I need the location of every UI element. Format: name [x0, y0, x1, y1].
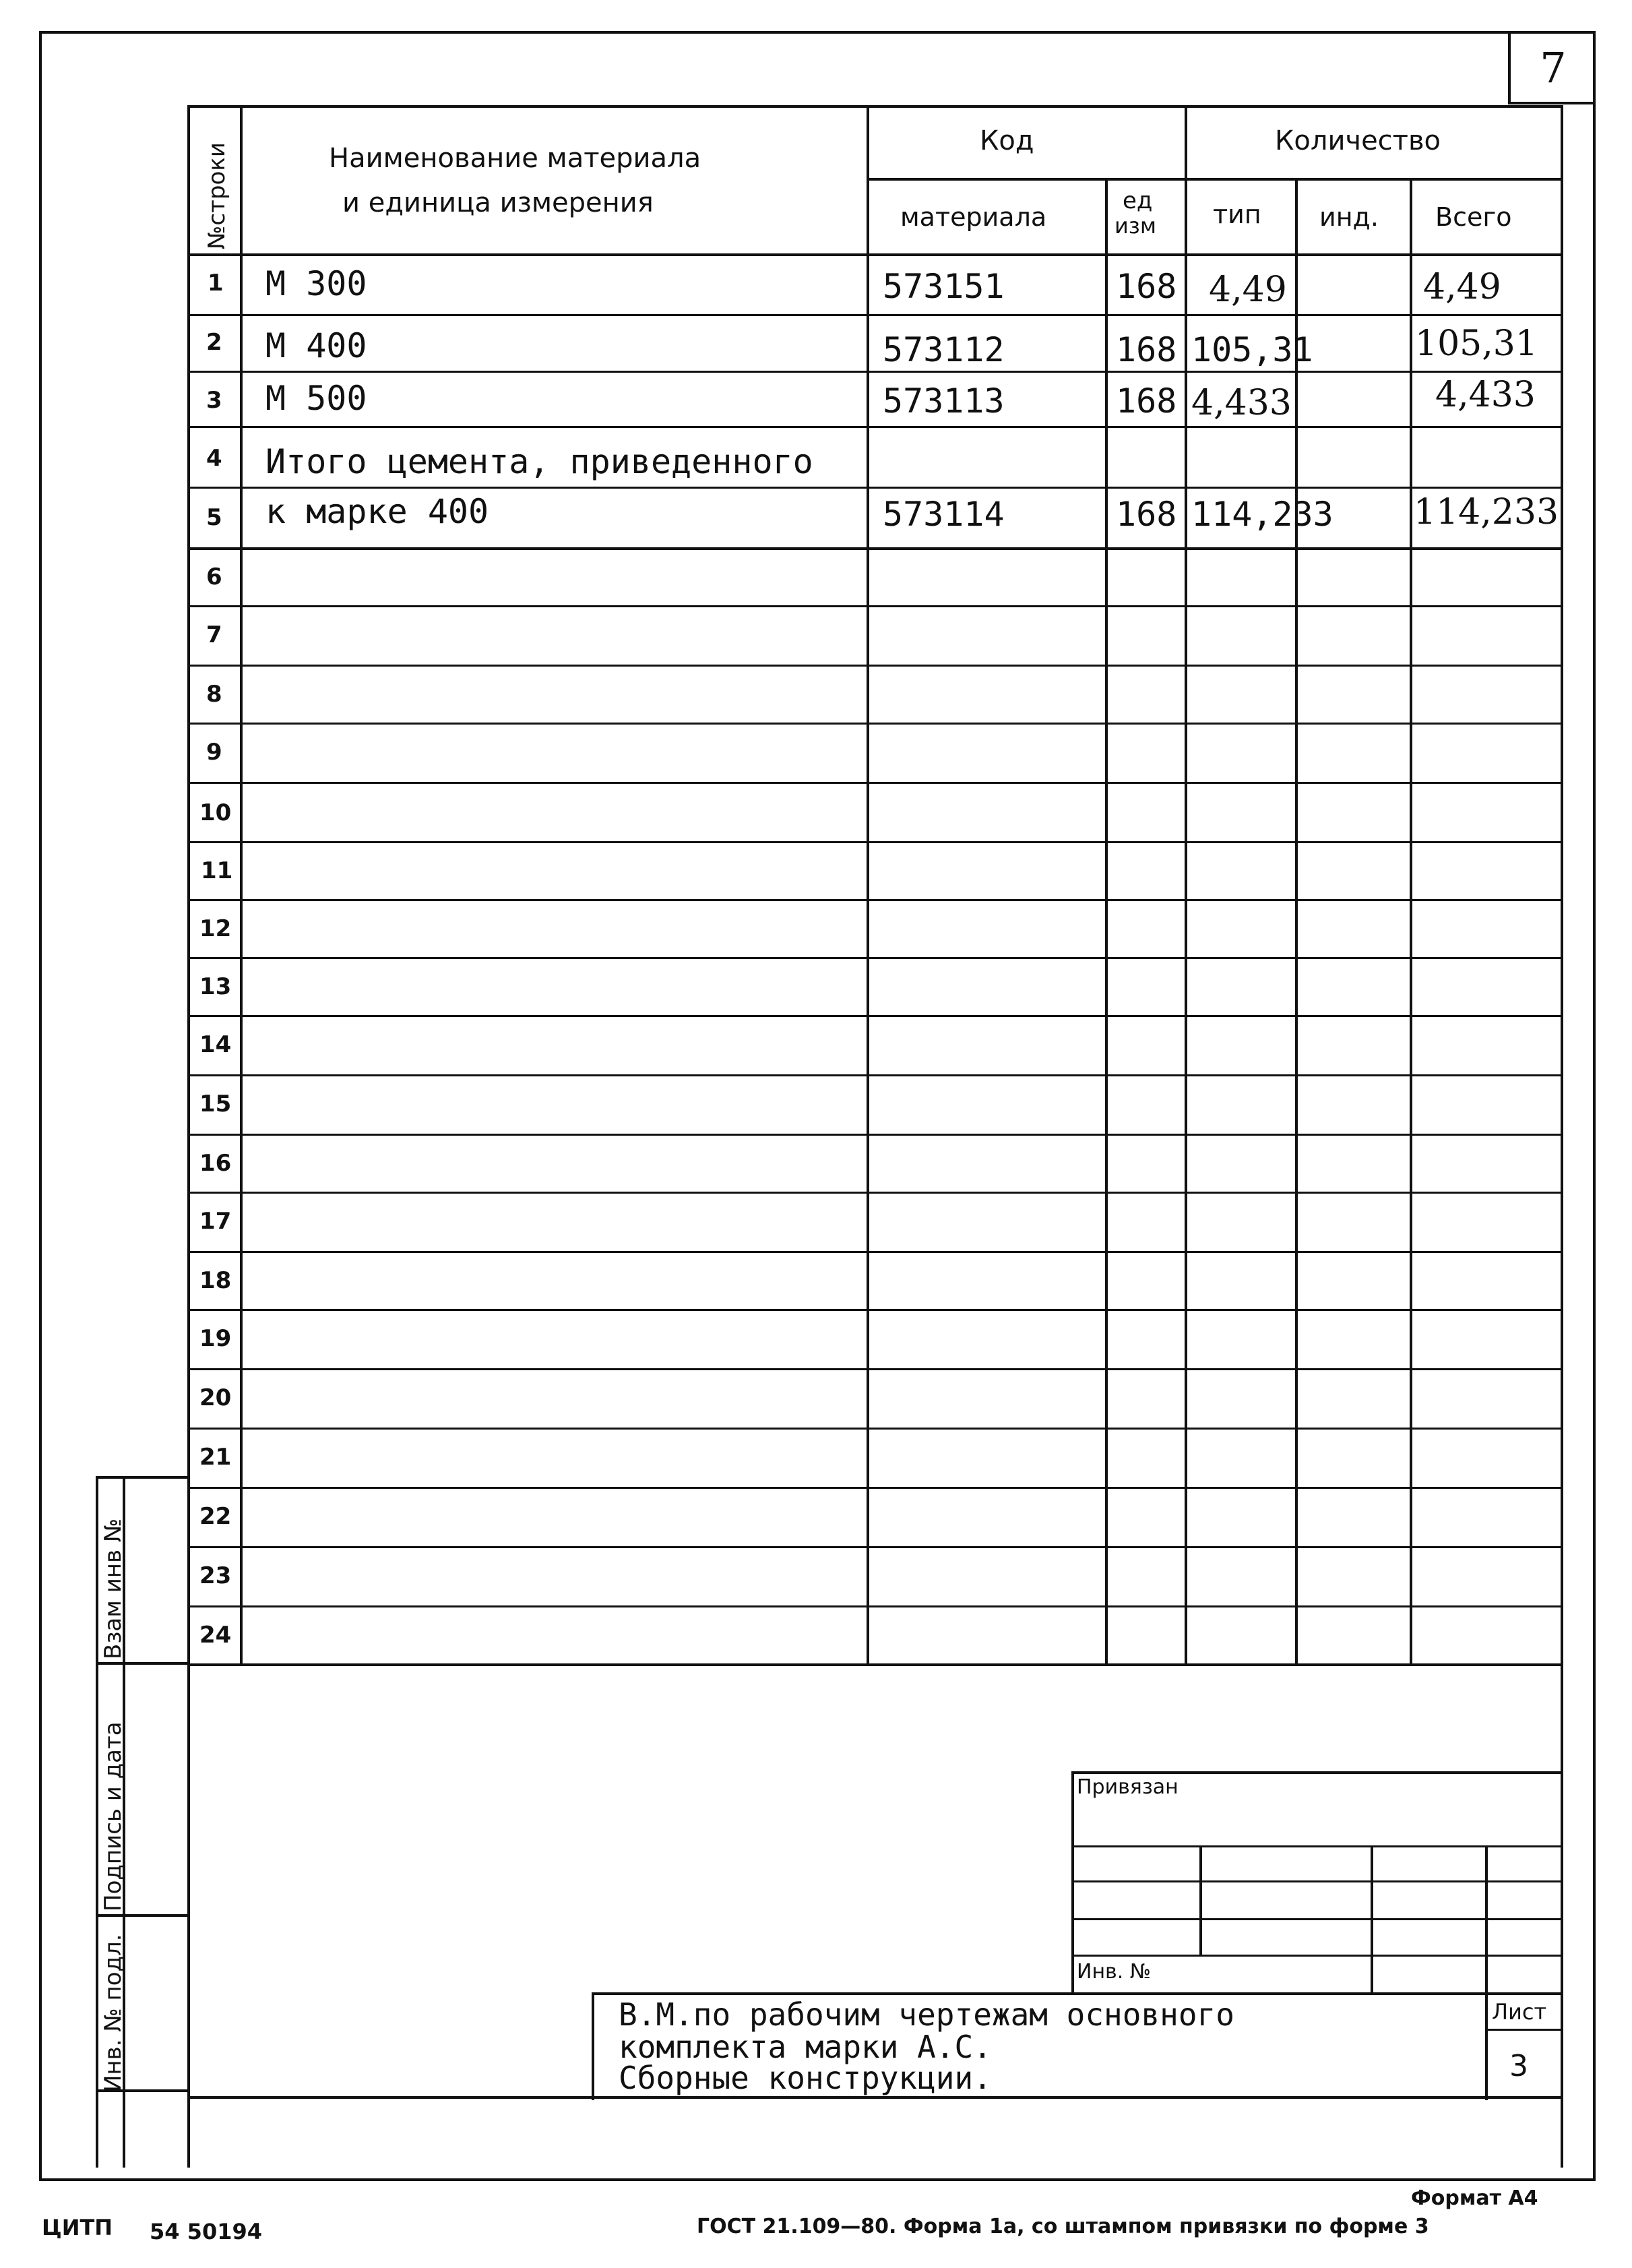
- material-code: 573112: [883, 330, 1005, 369]
- row-number: 7: [206, 621, 222, 648]
- row-line: [187, 957, 1563, 959]
- table-top-border: [187, 105, 1563, 108]
- row-number: 10: [199, 799, 232, 826]
- row-number: 6: [206, 563, 222, 590]
- name-header-line2: и единица измерения: [342, 187, 654, 218]
- row-line: [187, 314, 1563, 316]
- code-material-header: материала: [900, 202, 1047, 232]
- col-divider: [240, 105, 243, 1666]
- row-line: [187, 899, 1563, 901]
- row-line: [187, 1368, 1563, 1370]
- quantity-header: Количество: [1275, 125, 1441, 156]
- qty-type-value: 105,31: [1191, 330, 1313, 369]
- stamp-line: [1199, 1845, 1202, 1955]
- side-strip-left: [96, 1476, 98, 2168]
- row-number: 12: [199, 915, 232, 942]
- row-line: [187, 1428, 1563, 1430]
- stamp-line: [1071, 1771, 1074, 1994]
- stamp-line: [1071, 1955, 1563, 1957]
- qty-type-header: тип: [1213, 200, 1261, 229]
- row-line: [187, 782, 1563, 784]
- row-number: 17: [199, 1208, 232, 1235]
- qty-total-header: Всего: [1435, 202, 1512, 232]
- row-number: 16: [199, 1150, 232, 1177]
- row-line: [187, 1605, 1563, 1607]
- qty-type-value: 114,233: [1191, 495, 1333, 534]
- row-line: [187, 426, 1563, 428]
- row-line: [187, 1134, 1563, 1136]
- material-code: 573114: [883, 495, 1005, 534]
- title-line: [592, 1992, 594, 2100]
- stamp-line: [1071, 1771, 1563, 1774]
- row-line: [187, 1192, 1563, 1194]
- privyazan-label: Привязан: [1077, 1775, 1179, 1799]
- header-bottom: [187, 253, 1563, 256]
- col-divider: [1295, 178, 1298, 1666]
- qty-type-value: 4,49: [1209, 270, 1287, 310]
- title-line: [1485, 1992, 1488, 2100]
- row-number: 21: [199, 1444, 232, 1471]
- row-number: 2: [206, 329, 222, 356]
- row-line: [187, 487, 1563, 489]
- header-subdivider: [867, 178, 1563, 181]
- row-number: 24: [199, 1622, 232, 1649]
- row-number-header: №строки: [203, 142, 230, 249]
- row-number: 19: [199, 1325, 232, 1352]
- row-line: [187, 1074, 1563, 1076]
- side-strip-line: [96, 1476, 190, 1479]
- code-header: Код: [980, 125, 1034, 156]
- col-divider: [1105, 178, 1108, 1666]
- row-line: [187, 1487, 1563, 1489]
- row-number: 15: [199, 1091, 232, 1117]
- qty-total-value: 4,433: [1435, 375, 1536, 415]
- row-line: [187, 1251, 1563, 1253]
- material-name: М 400: [265, 326, 367, 365]
- row-number: 20: [199, 1384, 232, 1411]
- row-line: [187, 1015, 1563, 1017]
- doc-title-line2: комплекта марки А.С.: [619, 2029, 992, 2065]
- row-number: 8: [206, 681, 222, 708]
- row-number: 4: [206, 445, 222, 472]
- stamp-line: [1071, 1880, 1563, 1882]
- stamp-line: [1371, 1845, 1373, 1992]
- vzam-label: Взам инв №: [100, 1518, 127, 1659]
- material-name: Итого цемента, приведенного: [265, 442, 813, 481]
- row-line: [187, 547, 1563, 550]
- table-bottom: [187, 1663, 1563, 1666]
- qty-ind-header: инд.: [1319, 202, 1379, 232]
- table-left-border: [187, 105, 190, 2168]
- row-number: 1: [208, 270, 224, 297]
- material-code: 573113: [883, 381, 1005, 421]
- stamp-line: [1071, 1845, 1563, 1847]
- material-name: М 300: [265, 264, 367, 303]
- doc-code: 54 50194: [150, 2219, 262, 2244]
- row-number: 23: [199, 1562, 232, 1589]
- row-number: 22: [199, 1503, 232, 1530]
- qty-total-value: 114,233: [1414, 492, 1559, 532]
- title-line: [1485, 2029, 1563, 2031]
- qty-type-value: 4,433: [1191, 383, 1292, 423]
- row-number: 18: [199, 1267, 232, 1294]
- row-line: [187, 1309, 1563, 1311]
- row-line: [187, 605, 1563, 607]
- qty-total-value: 4,49: [1423, 267, 1501, 307]
- row-line: [187, 371, 1563, 373]
- unit-code: 168: [1116, 495, 1177, 534]
- stamp-line: [1485, 1845, 1488, 1992]
- material-code: 573151: [883, 267, 1005, 306]
- form-bottom: [187, 2096, 1563, 2099]
- format-label: Формат А4: [1411, 2186, 1538, 2210]
- sheet-number: 3: [1509, 2049, 1528, 2083]
- title-line: [592, 1992, 1563, 1995]
- inv-podl-label: Инв. № подл.: [100, 1934, 127, 2092]
- doc-title-line1: В.М.по рабочим чертежам основного: [619, 1996, 1234, 2033]
- row-number: 11: [201, 857, 233, 884]
- row-number: 5: [206, 504, 222, 531]
- stamp-line: [1071, 1918, 1563, 1920]
- podpis-label: Подпись и дата: [100, 1721, 127, 1911]
- page-number: 7: [1508, 34, 1596, 104]
- side-strip-line: [96, 1662, 190, 1665]
- row-line: [187, 841, 1563, 843]
- unit-code: 168: [1116, 381, 1177, 421]
- col-divider: [1410, 178, 1412, 1666]
- unit-header-line2: изм: [1115, 213, 1156, 239]
- row-line: [187, 723, 1563, 725]
- table-right-border: [1561, 105, 1563, 2168]
- doc-title-line3: Сборные конструкции.: [619, 2060, 992, 2096]
- col-divider: [867, 105, 869, 1666]
- row-number: 13: [199, 973, 232, 1000]
- row-number: 14: [199, 1031, 232, 1058]
- row-line: [187, 665, 1563, 667]
- side-strip-line: [96, 1914, 190, 1917]
- row-number: 3: [206, 387, 222, 414]
- unit-code: 168: [1116, 267, 1177, 306]
- material-name: к марке 400: [265, 492, 489, 531]
- gost-label: ГОСТ 21.109—80. Форма 1а, со штампом привязки по форме 3: [697, 2215, 1429, 2238]
- sheet-label: Лист: [1492, 1999, 1547, 2025]
- material-name: М 500: [265, 379, 367, 418]
- org-label: ЦИТП: [42, 2215, 113, 2240]
- unit-header-line1: ед: [1123, 187, 1153, 214]
- col-divider: [1185, 105, 1187, 1666]
- inv-no-label: Инв. №: [1077, 1960, 1152, 1984]
- row-line: [187, 1546, 1563, 1548]
- qty-total-value: 105,31: [1415, 324, 1538, 364]
- row-number: 9: [206, 739, 222, 766]
- name-header-line1: Наименование материала: [329, 143, 701, 174]
- unit-code: 168: [1116, 330, 1177, 369]
